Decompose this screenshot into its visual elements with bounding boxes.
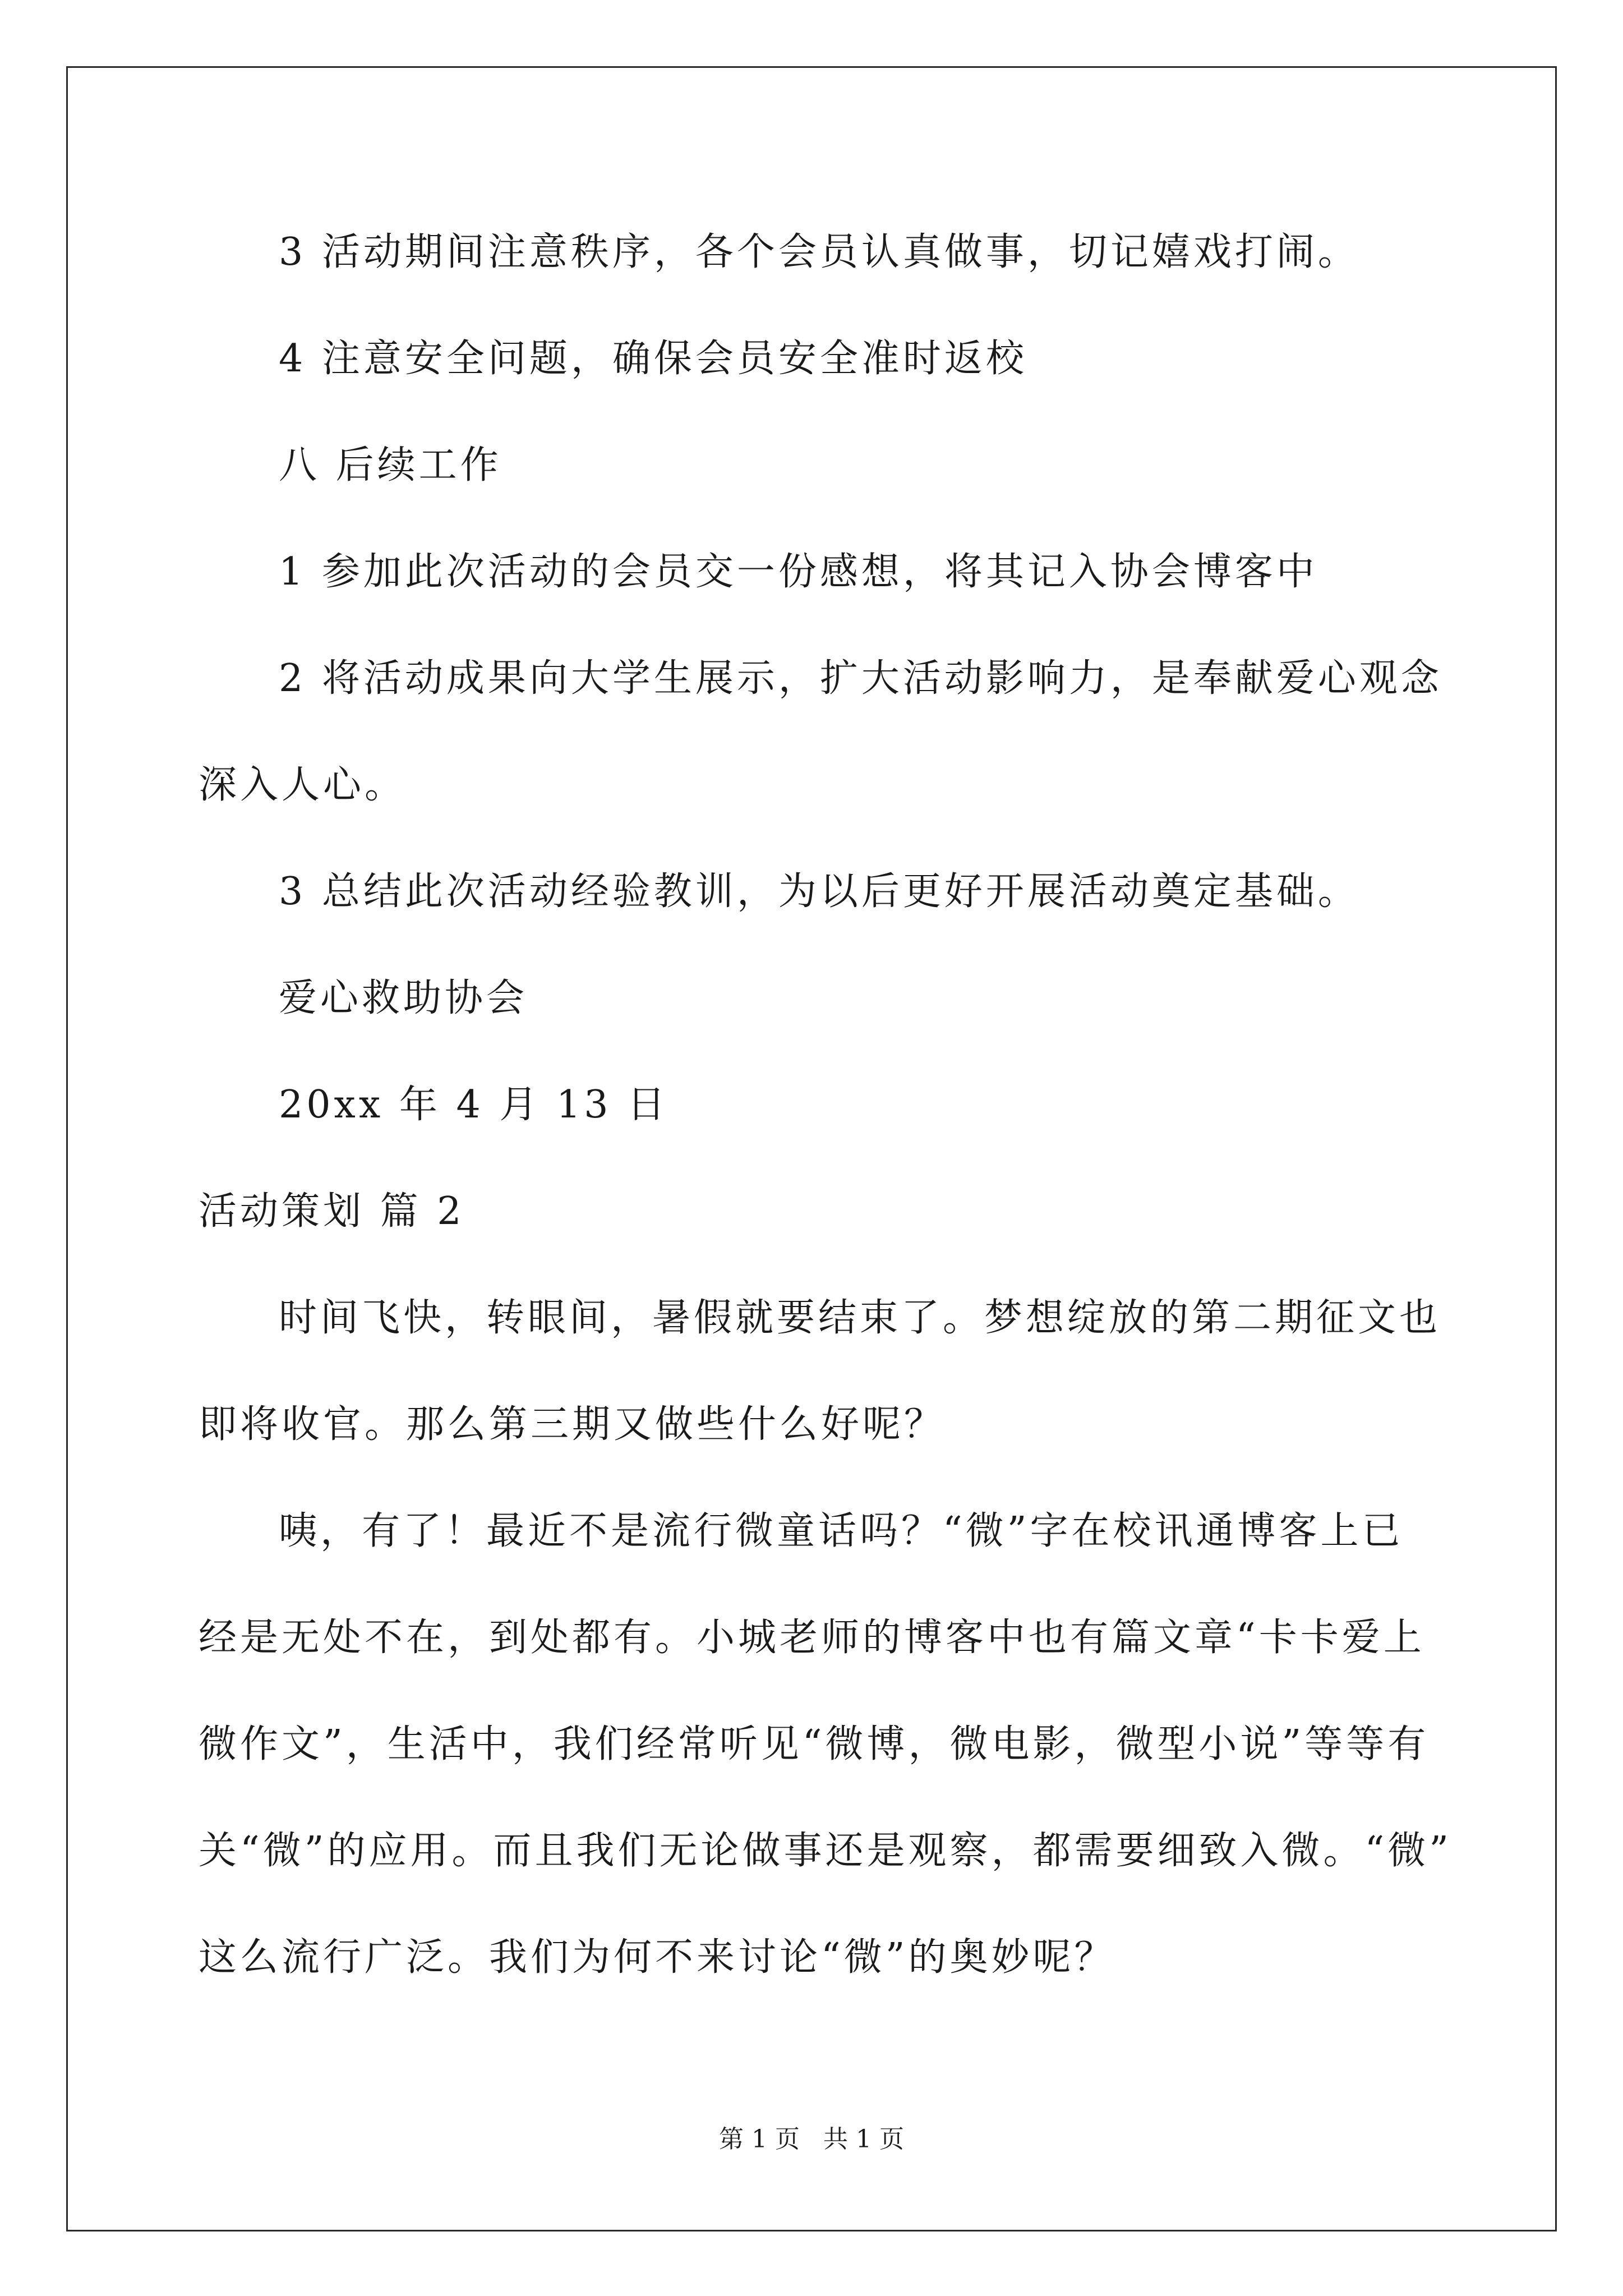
page-total: 共 1 页: [823, 2125, 904, 2154]
paragraph-line: 这么流行广泛。我们为何不来讨论“微”的奥妙呢？: [199, 1935, 1116, 1980]
paragraph-line: 4 注意安全问题，确保会员安全准时返校: [279, 337, 1027, 381]
paragraph-line: 深入人心。: [199, 763, 407, 807]
paragraph-line: 3 活动期间注意秩序，各个会员认真做事，切记嬉戏打闹。: [279, 230, 1359, 274]
paragraph-line: 微作文”，生活中，我们经常听见“微博，微电影，微型小说”等等有: [199, 1722, 1430, 1766]
article-heading: 活动策划 篇 2: [199, 1189, 465, 1234]
page-border: [66, 66, 1557, 2231]
paragraph-line: 经是无处不在，到处都有。小城老师的博客中也有篇文章“卡卡爱上: [199, 1616, 1425, 1660]
paragraph-line: 关“微”的应用。而且我们无论做事还是观察，都需要细致入微。“微”: [199, 1829, 1453, 1873]
signature-organization: 爱心救助协会: [279, 976, 528, 1020]
paragraph-line: 咦，有了！最近不是流行微童话吗？“微”字在校讯通博客上已: [279, 1509, 1404, 1553]
paragraph-line: 时间飞快，转眼间，暑假就要结束了。梦想绽放的第二期征文也: [279, 1296, 1441, 1340]
paragraph-line: 3 总结此次活动经验教训，为以后更好开展活动奠定基础。: [279, 869, 1359, 914]
page-number: 第 1 页: [719, 2125, 800, 2154]
paragraph-line: 1 参加此次活动的会员交一份感想，将其记入协会博客中: [279, 550, 1318, 594]
section-heading: 八 后续工作: [279, 443, 502, 487]
paragraph-line: 2 将活动成果向大学生展示，扩大活动影响力，是奉献爱心观念: [279, 656, 1442, 701]
page-footer: [0, 2124, 1623, 2155]
paragraph-line: 即将收官。那么第三期又做些什么好呢？: [199, 1402, 946, 1447]
signature-date: 20xx 年 4 月 13 日: [279, 1083, 669, 1127]
